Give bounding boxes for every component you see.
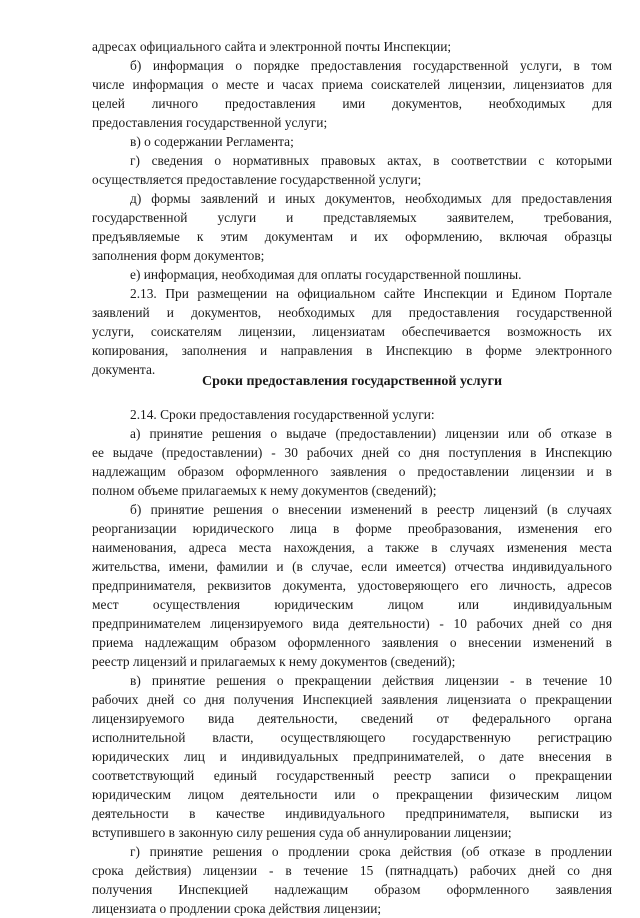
text-line: получения Инспекцией надлежащим образом оформленного заявления xyxy=(92,882,612,897)
text-line: предъявляемые к этим документам и их оформлению, включая образцы xyxy=(92,229,612,244)
text-line: в) о содержании Регламента; xyxy=(130,134,294,149)
text-line: в) принятие решения о прекращении действия лицензии - в течение 10 xyxy=(130,673,612,688)
text-line: предпринимателем лицензируемого вида деятельности) - 10 рабочих дней со дня xyxy=(92,616,612,631)
text-line: вступившего в законную силу решения суда об аннулировании лицензии; xyxy=(92,825,512,840)
text-line: копирования, заполнения и направления в Инспекцию в форме электронного xyxy=(92,343,612,358)
text-line: наименования, адреса места нахождения, а также в случаях изменения места xyxy=(92,540,612,555)
text-line: числе информация о месте и часах приема соискателей лицензии, лицензиатов для xyxy=(92,77,612,92)
text-line: д) формы заявлений и иных документов, необходимых для предоставления xyxy=(130,191,612,206)
text-line: государственной услуги и представляемых заявителем, требования, xyxy=(92,210,612,225)
text-line: а) принятие решения о выдаче (предоставлении) лицензии или об отказе в xyxy=(130,426,612,441)
text-line: жительства, имени, фамилии и (в случае, если имеется) отчества индивидуального xyxy=(92,559,612,574)
text-line: заполнения форм документов; xyxy=(92,248,265,263)
text-line: предпринимателя, реквизитов документа, удостоверяющего его личность, адресов xyxy=(92,578,612,593)
text-line: адресах официального сайта и электронной почты Инспекции; xyxy=(92,39,452,54)
text-line: г) сведения о нормативных правовых актах, в соответствии с которыми xyxy=(130,153,612,168)
section-heading: Сроки предоставления государственной услуги xyxy=(201,374,503,389)
text-line: е) информация, необходимая для оплаты государственной пошлины. xyxy=(130,267,522,282)
text-line: мест осуществления юридическим лицом или индивидуальным xyxy=(92,597,612,612)
text-line: заявлений и документов, необходимых для предоставления государственной xyxy=(92,305,612,320)
text-line: предоставления государственной услуги; xyxy=(92,115,328,130)
text-line: рабочих дней со дня получения Инспекцией заявления лицензиата о прекращении xyxy=(92,692,612,707)
text-line: срока действия) лицензии - в течение 15 (пятнадцать) рабочих дней со дня xyxy=(92,863,612,878)
text-line: лицензиата о продлении срока действия лицензии; xyxy=(92,901,382,916)
text-line: исполнительной власти, осуществляющего государственную регистрацию xyxy=(92,730,612,745)
text-line: полном объеме прилагаемых к нему документов (сведений); xyxy=(92,483,437,498)
text-line: надлежащим образом оформленного заявления о предоставлении лицензии и в xyxy=(92,464,612,479)
text-line: юридическим лицом деятельности или о прекращении физическим лицом xyxy=(92,787,612,802)
text-line: реестр лицензий и прилагаемых к нему документов (сведений); xyxy=(92,654,456,669)
text-line: б) принятие решения о внесении изменений в реестр лицензий (в случаях xyxy=(130,502,612,517)
text-line: деятельности в качестве индивидуального предпринимателя, выписки из xyxy=(92,806,612,821)
text-line: лицензируемого вида деятельности, сведений от федерального органа xyxy=(92,711,612,726)
text-line: приема надлежащим образом оформленного заявления о внесении изменений в xyxy=(92,635,612,650)
text-line: 2.13. При размещении на официальном сайте Инспекции и Едином Портале xyxy=(130,286,612,301)
text-line: юридических лиц и индивидуальных предпринимателей, о дате внесения в xyxy=(92,749,612,764)
text-line: услуги, соискателям лицензии, лицензиатам обеспечивается возможность их xyxy=(92,324,612,339)
text-line: г) принятие решения о продлении срока действия (об отказе в продлении xyxy=(130,844,612,859)
text-line: 2.14. Сроки предоставления государственной услуги: xyxy=(130,407,435,422)
text-line: б) информация о порядке предоставления государственной услуги, в том xyxy=(130,58,612,73)
text-line: осуществляется предоставление государственной услуги; xyxy=(92,172,422,187)
text-line: документа. xyxy=(92,362,156,377)
text-line: ее выдаче (предоставлении) - 30 рабочих дней со дня поступления в Инспекцию xyxy=(92,445,612,460)
text-line: соответствующий единый государственный реестр записи о прекращении xyxy=(92,768,612,783)
text-line: реорганизации юридического лица в форме преобразования, изменения его xyxy=(92,521,612,536)
text-line: целей личного предоставления ими документов, необходимых для xyxy=(92,96,612,111)
